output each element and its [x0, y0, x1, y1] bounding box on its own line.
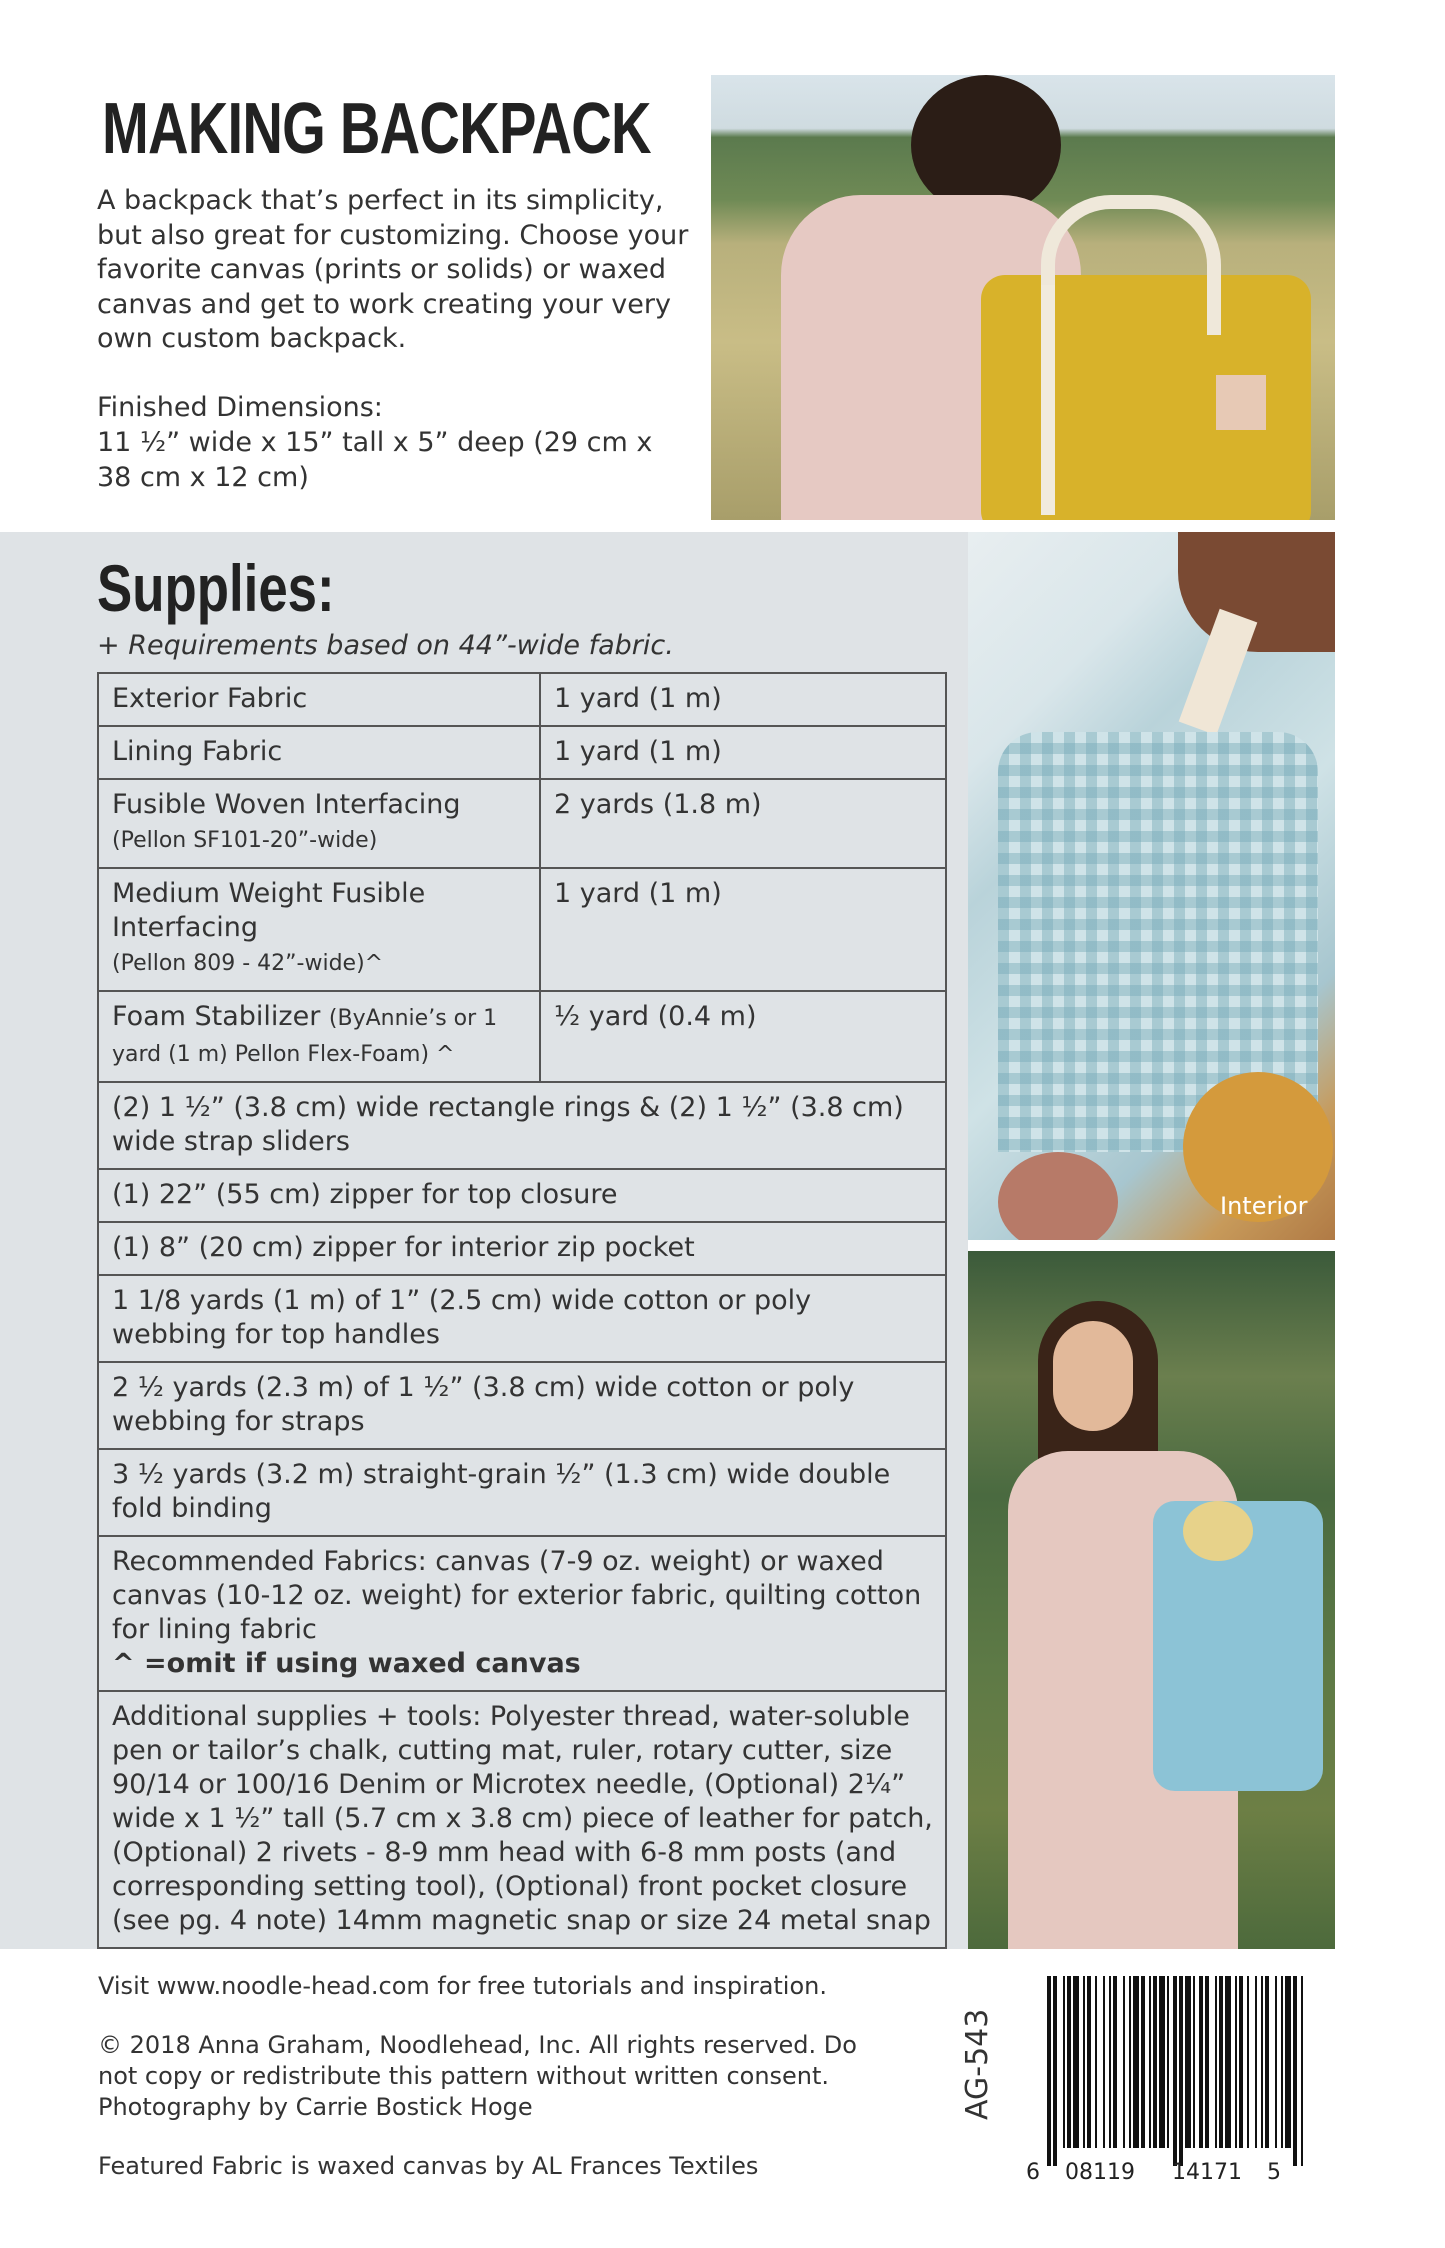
barcode-bar	[1219, 1976, 1223, 2148]
barcode-bar	[1293, 1976, 1297, 2166]
table-row	[98, 1362, 946, 1449]
recommended-fabrics: Recommended Fabrics: canvas (7-9 oz. weight) or waxed canvas (10-12 oz. weight) for exterior fabric, quilting cotton for lining fabric ^ =omit if using waxed canvas	[98, 1536, 946, 1691]
barcode-bar	[1173, 1976, 1177, 2166]
supply-full-row: (1) 8” (20 cm) zipper for interior zip pocket	[98, 1222, 946, 1275]
barcode-bar	[1215, 1976, 1217, 2148]
barcode-bar	[1247, 1976, 1249, 2148]
additional-supplies: Additional supplies + tools: Polyester thread, water-soluble pen or tailor’s chalk, cutting mat, ruler, rotary cutter, size 90/14 or 100/16 Denim or Microtex needle, (Optional) 2¼” wide x 1 ½” tall (5.7 cm x 3.8 cm) piece of leather for patch, (Optional) 2 rivets - 8-9 mm head with 6-8 mm posts (and corresponding setting tool), (Optional) front pocket closure (see pg. 4 note) 14mm magnetic snap or size 24 metal snap	[98, 1691, 946, 1948]
supply-amount: ½ yard (0.4 m)	[540, 991, 946, 1082]
barcode-bar	[1285, 1976, 1291, 2148]
barcode-bar	[1129, 1976, 1131, 2148]
supply-full-row: 3 ½ yards (3.2 m) straight-grain ½” (1.3 cm) wide double fold binding	[98, 1449, 946, 1536]
barcode-bar	[1141, 1976, 1145, 2148]
table-row	[98, 1536, 946, 1691]
barcode-bar	[1301, 1976, 1303, 2166]
supplies-heading: Supplies:	[97, 551, 335, 625]
barcode-bar	[1133, 1976, 1139, 2148]
photo-blue-backpack	[968, 1251, 1335, 1949]
barcode-bar	[1159, 1976, 1165, 2148]
visit-website: Visit www.noodle-head.com for free tutorials and inspiration.	[98, 1972, 827, 2000]
table-row	[98, 779, 946, 868]
flowers	[1183, 1501, 1253, 1561]
table-row	[98, 1449, 946, 1536]
barcode	[1045, 1976, 1305, 2166]
barcode-bar	[1123, 1976, 1125, 2148]
supply-item: Lining Fabric	[98, 726, 540, 779]
barcode-bar	[1265, 1976, 1269, 2148]
backpack-zipper	[1041, 285, 1055, 515]
barcode-bar	[1109, 1976, 1111, 2148]
featured-fabric: Featured Fabric is waxed canvas by AL Frances Textiles	[98, 2152, 759, 2180]
barcode-bar	[1103, 1976, 1105, 2148]
barcode-bar	[1179, 1976, 1183, 2166]
barcode-bar	[1261, 1976, 1263, 2148]
barcode-bar	[1281, 1976, 1283, 2148]
barcode-bar	[1113, 1976, 1117, 2148]
dimensions-value: 11 ½” wide x 15” tall x 5” deep (29 cm x 38 cm x 12 cm)	[97, 427, 653, 493]
table-row	[98, 1222, 946, 1275]
person-face	[1053, 1321, 1133, 1431]
barcode-bar	[1185, 1976, 1191, 2148]
barcode-bar	[1225, 1976, 1231, 2148]
yarn-ball	[998, 1152, 1118, 1240]
supply-full-row: (1) 22” (55 cm) zipper for top closure	[98, 1169, 946, 1222]
table-row	[98, 868, 946, 991]
supply-item: Fusible Woven Interfacing (Pellon SF101-20”-wide)	[98, 779, 540, 868]
interior-caption: Interior	[1220, 1192, 1308, 1220]
barcode-bar	[1235, 1976, 1237, 2148]
barcode-bar	[1199, 1976, 1203, 2148]
table-row	[98, 673, 946, 726]
supply-full-row: 1 1/8 yards (1 m) of 1” (2.5 cm) wide cotton or poly webbing for top handles	[98, 1275, 946, 1362]
backpack-handle	[1041, 195, 1221, 335]
barcode-bar	[1275, 1976, 1277, 2148]
supply-item-detail: (Pellon 809 - 42”-wide)^	[112, 951, 384, 976]
photo-interior	[968, 532, 1335, 1240]
supply-item: Exterior Fabric	[98, 673, 540, 726]
barcode-bar	[1095, 1976, 1097, 2148]
barcode-bar	[1149, 1976, 1151, 2148]
copyright: © 2018 Anna Graham, Noodlehead, Inc. All rights reserved. Do not copy or redistribute this pattern without written consent. Photography by Carrie Bostick Hoge	[98, 2031, 857, 2121]
table-row	[98, 1691, 946, 1948]
supply-amount: 1 yard (1 m)	[540, 868, 946, 991]
supply-amount: 1 yard (1 m)	[540, 726, 946, 779]
barcode-digits: 6 08119 14171 5	[1026, 2160, 1281, 2185]
barcode-bar	[1167, 1976, 1169, 2148]
supply-item-detail: (Pellon SF101-20”-wide)	[112, 828, 378, 853]
dimensions-label: Finished Dimensions:	[97, 392, 383, 423]
product-code: AG-543	[960, 2008, 995, 2120]
barcode-bar	[1063, 1976, 1065, 2148]
supply-item-detail: (ByAnnie’s or 1 yard (1 m) Pellon Flex-Foam) ^	[112, 1006, 498, 1067]
table-row	[98, 1082, 946, 1169]
photo-yellow-backpack	[711, 75, 1335, 520]
person-hair	[911, 75, 1061, 215]
supply-amount: 2 yards (1.8 m)	[540, 779, 946, 868]
barcode-bar	[1067, 1976, 1071, 2148]
barcode-bar	[1193, 1976, 1195, 2148]
table-row	[98, 1169, 946, 1222]
barcode-bar	[1053, 1976, 1057, 2166]
supply-amount: 1 yard (1 m)	[540, 673, 946, 726]
barcode-bar	[1083, 1976, 1085, 2148]
table-row	[98, 1275, 946, 1362]
barcode-bar	[1205, 1976, 1209, 2148]
barcode-bar	[1047, 1976, 1051, 2166]
supply-item: Foam Stabilizer (ByAnnie’s or 1 yard (1 m) Pellon Flex-Foam) ^	[98, 991, 540, 1082]
bag-strap	[1179, 609, 1258, 735]
supply-full-row: 2 ½ yards (2.3 m) of 1 ½” (3.8 cm) wide cotton or poly webbing for straps	[98, 1362, 946, 1449]
hand	[1178, 532, 1335, 652]
table-row	[98, 726, 946, 779]
page-title: MAKING BACKPACK	[102, 89, 651, 169]
barcode-bar	[1255, 1976, 1257, 2148]
barcode-bar	[1153, 1976, 1157, 2148]
waxed-canvas-note: ^ =omit if using waxed canvas	[112, 1648, 581, 1679]
barcode-bar	[1073, 1976, 1079, 2148]
supplies-table	[97, 672, 947, 1949]
table-row	[98, 991, 946, 1082]
supply-item: Medium Weight Fusible Interfacing (Pellon 809 - 42”-wide)^	[98, 868, 540, 991]
barcode-bar	[1239, 1976, 1243, 2148]
supplies-note: + Requirements based on 44”-wide fabric.	[97, 630, 674, 661]
supply-full-row: (2) 1 ½” (3.8 cm) wide rectangle rings & (2) 1 ½” (3.8 cm) wide strap sliders	[98, 1082, 946, 1169]
barcode-bar	[1087, 1976, 1091, 2148]
intro-paragraph: A backpack that’s perfect in its simplicity, but also great for customizing. Choose your favorite canvas (prints or solids) or waxed canvas and get to work creating your very own custom backpack.	[97, 185, 689, 354]
leather-patch	[1216, 375, 1266, 430]
